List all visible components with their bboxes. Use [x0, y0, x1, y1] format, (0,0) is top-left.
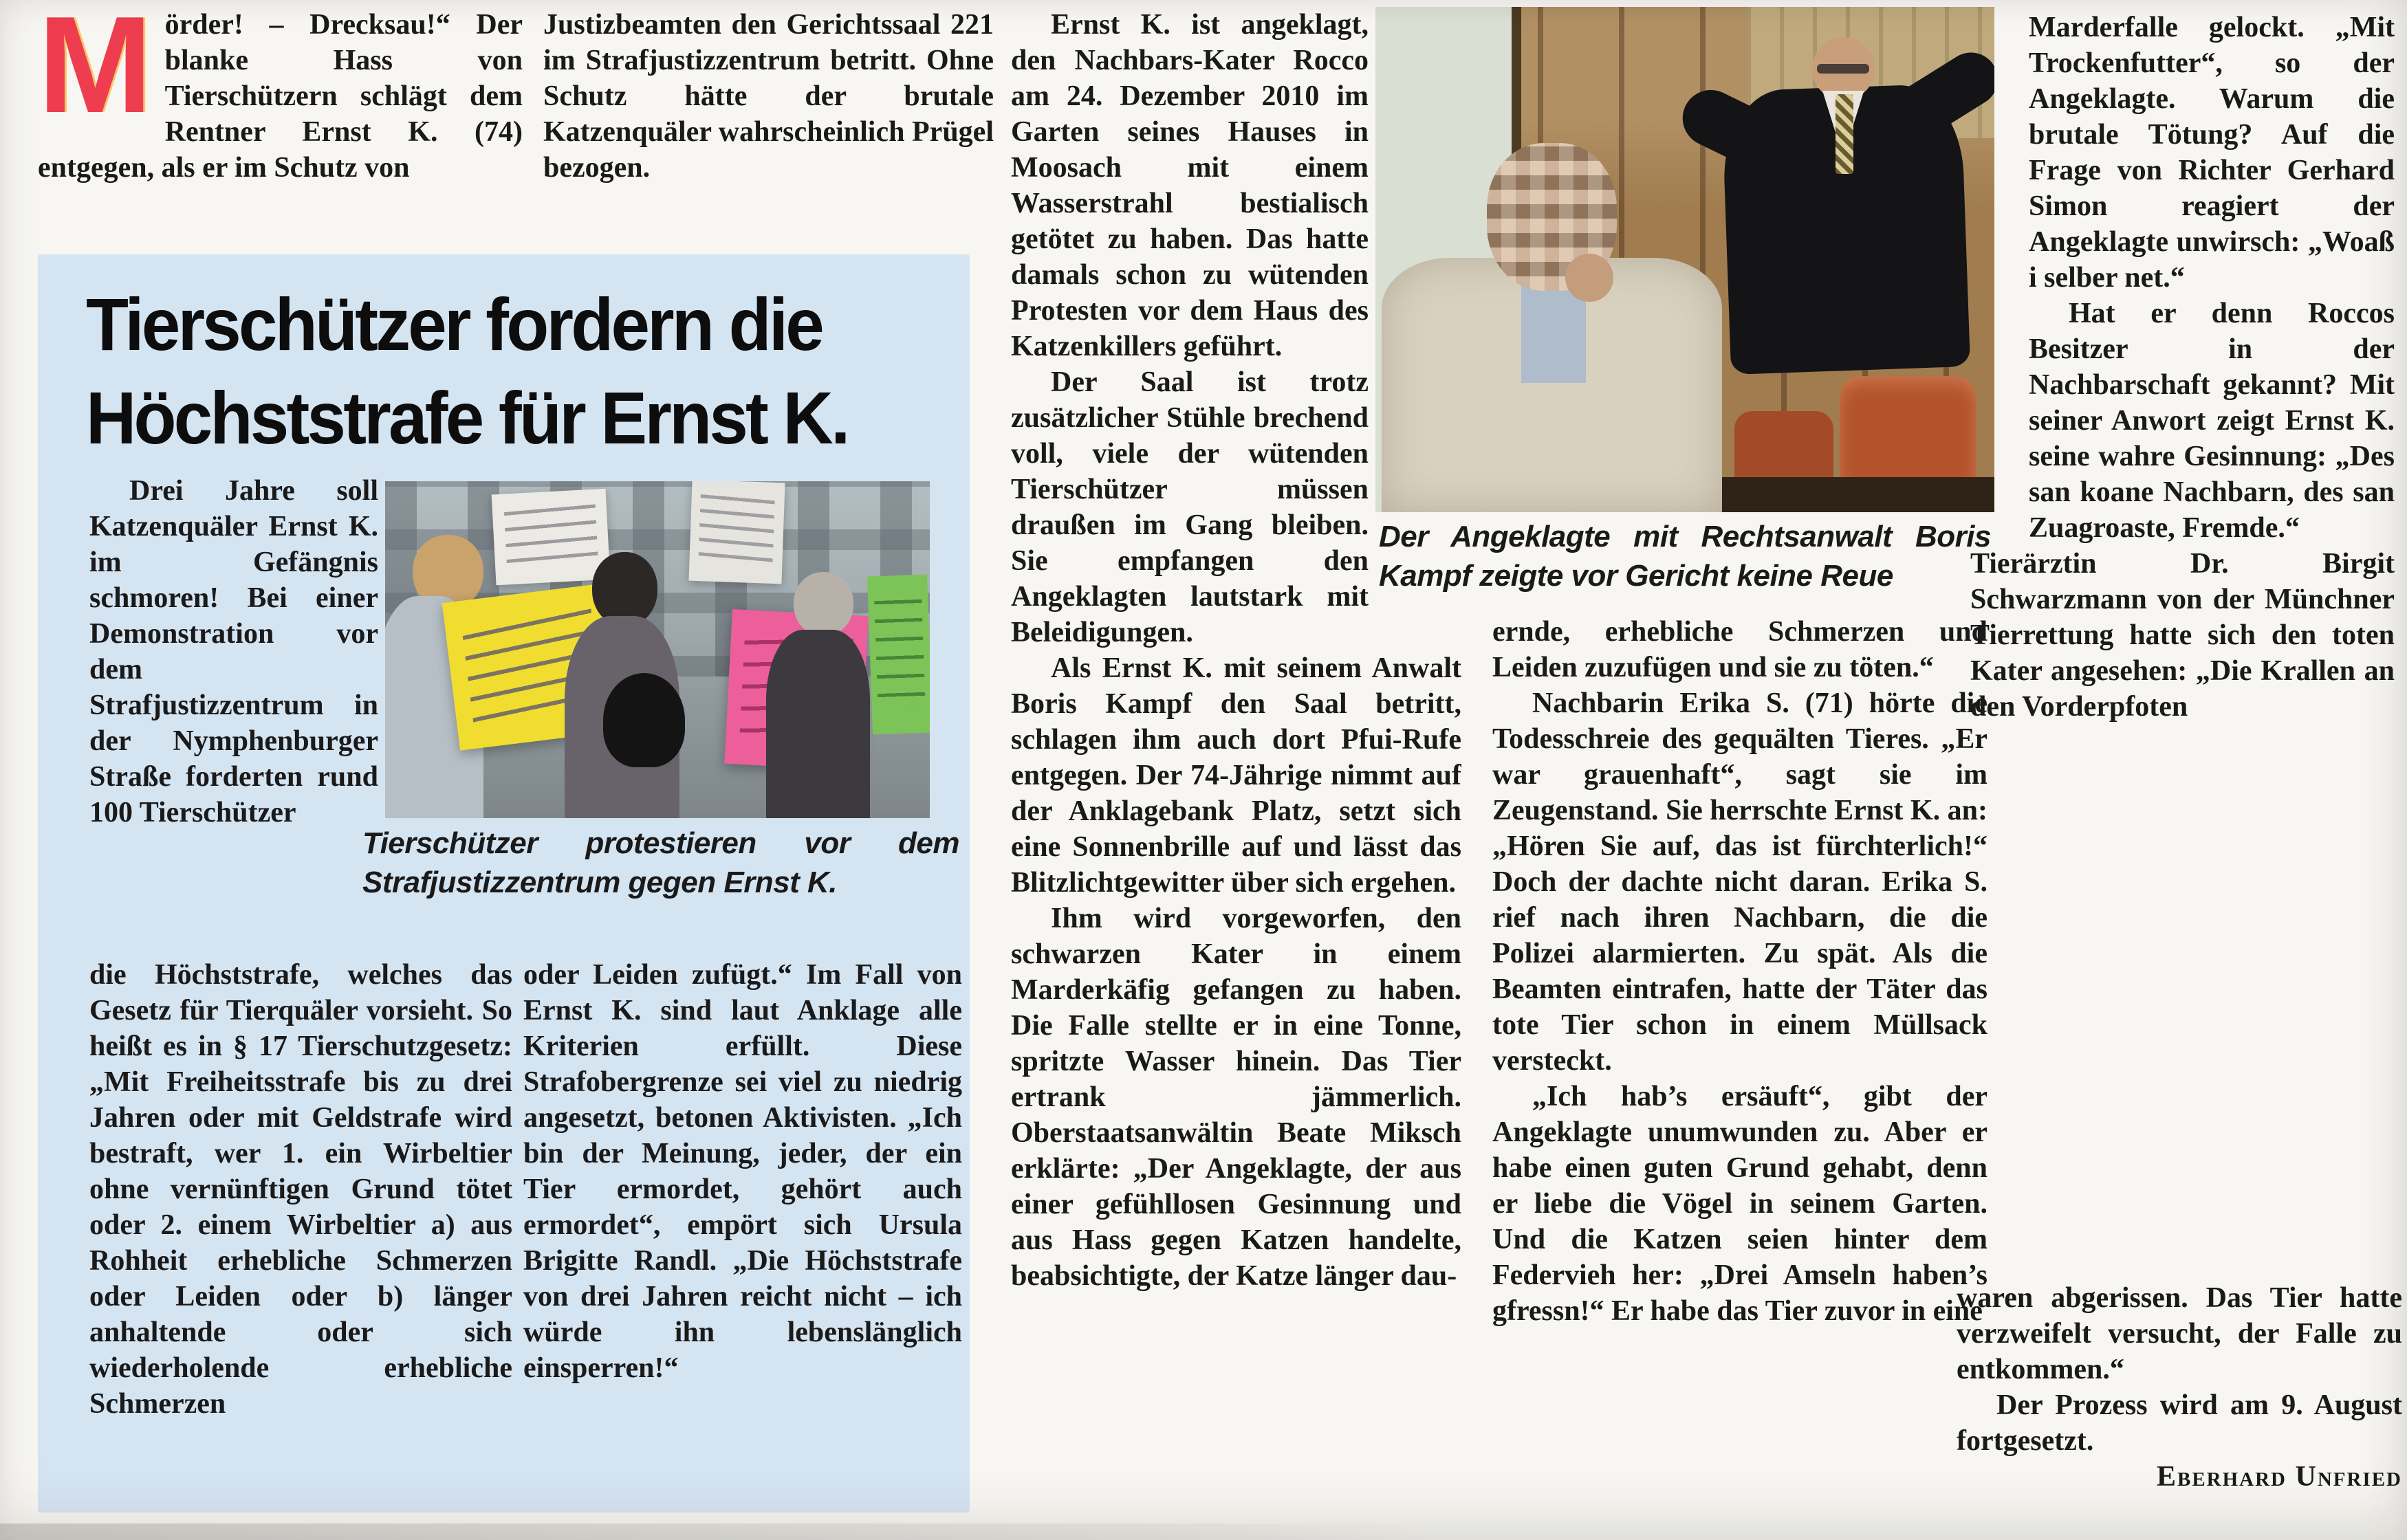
- paragraph: ernde, erhebliche Schmerzen und Leiden zuzufügen und sie zu töten.“: [1492, 616, 1987, 683]
- paragraph: waren abgerissen. Das Tier hatte verzweifelt versucht, der Falle zu entkommen.“: [1957, 1282, 2402, 1385]
- intro-paragraph-1: [38, 0, 523, 249]
- article-column-2: [1492, 614, 1987, 1535]
- paragraph: Ernst K. ist angeklagt, den Nachbars-Kater Rocco am 24. Dezember 2010 im Garten seines Hauses in Moosach mit einem Wasserstrahl bestialisch getötet zu haben. Das hatte damals schon zu wütenden Protesten vor dem Haus des Katzenkillers geführt.: [1011, 9, 1369, 362]
- feature-column-right: [523, 957, 962, 1500]
- protest-sign-white-left: [492, 488, 611, 585]
- paragraph: „Ich hab’s ersäuft“, gibt der Angeklagte unumwunden zu. Aber er habe einen guten Grund gehabt, denn er liebe die Vögel in seinem Garten. Und die Katzen seien hinter dem Federvieh her: „Drei Amseln haben’s gfressn!“ Er habe das Tier zuvor in eine: [1492, 1081, 1987, 1327]
- paragraph: Der Saal ist trotz zusätzlicher Stühle brechend voll, viele der wütenden Tierschützer müssen draußen im Gang bleiben. Sie empfangen den Angeklagten lautstark mit Beleidigungen.: [1011, 366, 1369, 648]
- article-column-3: [1970, 10, 2395, 835]
- paragraph: Als Ernst K. mit seinem Anwalt Boris Kampf den Saal betritt, schlagen ihm auch dort Pfui-Rufe entgegen. Der 74-Jährige nimmt auf der Anklagebank Platz, setzt sich eine Sonnenbrille auf und lässt das Blitzlichtgewitter über sich ergehen.: [1011, 652, 1461, 899]
- courtroom-photo: [1375, 7, 1994, 512]
- paragraph: Marderfalle gelockt. „Mit Trockenfutter“, so der Angeklagte. Warum die brutale Tötung? Auf die Frage von Richter Gerhard Simon reagiert der Angeklagte unwirsch: „Woaß i selber net.“: [2029, 12, 2395, 294]
- feature-column-right-text: oder Leiden zufügt.“ Im Fall von Ernst K. sind laut Anklage alle Kriterien erfüllt. Diese Strafobergrenze sei viel zu niedrig angesetzt, betonen Aktivisten. „Ich bin der Meinung, jeder, der ein Tier ermordet, gehört auch ermordet“, empört sich Ursula Brigitte Randl. „Die Höchststrafe von drei Jahren reicht nicht – ich würde ihn lebenslänglich einsperren!“: [523, 959, 962, 1384]
- protester-gray-haired-man-body: [766, 630, 869, 818]
- feature-headline-line1: Tierschützer fordern die: [86, 283, 823, 366]
- paragraph: Nachbarin Erika S. (71) hörte die Todesschreie des gequälten Tieres. „Er war grauenhaft“, sagt sie im Zeugenstand. Sie herrschte Ernst K. an: „Hören Sie auf, das ist fürchterlich!“ Doch der dachte nicht daran. Erika S. rief nach ihren Nachbarn, die die Polizei alarmierten. Zu spät. Als die Beamten eintrafen, hatte der Täter das tote Tier schon in einem Müllsack versteckt.: [1492, 688, 1987, 1077]
- defendant-ernst-k-figure: [1382, 143, 1722, 512]
- courtroom-table: [1697, 477, 1994, 512]
- drop-cap-m: M: [38, 0, 153, 142]
- article-column-3-continued: [1957, 1280, 2402, 1495]
- protest-sign-white-right: [688, 481, 785, 584]
- protester-gray-haired-man-head: [794, 572, 853, 636]
- paragraph: Tierärztin Dr. Birgit Schwarzmann von der Münchner Tierrettung hatte sich den toten Kater angesehen: „Die Krallen an den Vorderpfoten: [1970, 548, 2395, 723]
- courtroom-photo-caption: Der Angeklagte mit Rechtsanwalt Boris Kampf zeigte vor Gericht keine Reue: [1379, 520, 1991, 593]
- intro-paragraph-2: Justizbeamten den Gerichtssaal 221 im Strafjustizzentrum betritt. Ohne Schutz hätte der brutale Katzenquäler wahrscheinlich Prügel bezogen.: [543, 9, 994, 184]
- sign-writing: [698, 494, 774, 570]
- lawyer-striped-tie: [1836, 94, 1853, 174]
- protest-photo-caption: Tierschützer protestieren vor dem Strafjustizzentrum gegen Ernst K.: [362, 826, 959, 899]
- feature-headline-line2: Höchststrafe für Ernst K.: [86, 376, 848, 459]
- byline: Eberhard Unfried: [2156, 1461, 2402, 1493]
- lawyer-boris-kampf-figure: [1716, 37, 1976, 371]
- paragraph: Hat er denn Roccos Besitzer in der Nachbarschaft gekannt? Mit seiner Anwort zeigt Ernst K. seine wahre Gesinnung: „Des san koane Nachbarn, des san Zuagroaste, Fremde.“: [2029, 298, 2395, 544]
- defendant-hand: [1565, 254, 1613, 302]
- black-dog: [603, 673, 685, 767]
- sign-writing: [874, 597, 926, 712]
- protest-sign-green: [867, 575, 930, 735]
- paragraph: Ihm wird vorgeworfen, den schwarzen Kater in einem Marderkäfig gefangen zu haben. Die Falle stellte er in eine Tonne, spritzte Wasser hinein. Das Tier ertrank jämmerlich. Oberstaatsanwältin Beate Miksch erklärte: „Der Angeklagte, der aus einer gefühllosen Gesinnung und aus Hass gegen Katzen handelte, beabsichtigte, der Katze länger dau-: [1011, 903, 1461, 1292]
- protest-photo: [385, 481, 930, 818]
- feature-box: [38, 254, 970, 1512]
- feature-intro-column: [89, 473, 378, 993]
- protester-dark-haired-woman-head: [592, 552, 657, 626]
- lawyer-glasses: [1817, 64, 1869, 74]
- sign-writing: [504, 502, 599, 572]
- feature-column-left: [89, 957, 512, 1500]
- paragraph: Der Prozess wird am 9. August fortgesetzt.: [1957, 1389, 2402, 1457]
- feature-column-left-text: die Höchststrafe, welches das Gesetz für Tierquäler vorsieht. So heißt es in § 17 Tierschutzgesetz: „Mit Freiheitsstrafe bis zu drei Jahren oder mit Geldstrafe wird bestraft, wer 1. ein Wirbeltier ohne vernünftigen Grund tötet oder 2. einem Wirbeltier a) aus Rohheit erhebliche Schmerzen oder Leiden oder b) länger anhaltende oder sich wiederholende erhebliche Schmerzen: [89, 959, 512, 1420]
- scan-edge-artifact: [0, 1524, 1444, 1540]
- intro-text-1: örder! – Drecksau!“ Der blanke Hass von Tierschützern schlägt dem Rentner Ernst K. (74) entgegen, als er im Schutz von: [38, 9, 523, 184]
- feature-intro-text: Drei Jahre soll Katzenquäler Ernst K. im Gefängnis schmoren! Bei einer Demonstration vor dem Strafjustizzentrum in der Nymphenburger Straße forderten rund 100 Tierschützer: [89, 475, 378, 828]
